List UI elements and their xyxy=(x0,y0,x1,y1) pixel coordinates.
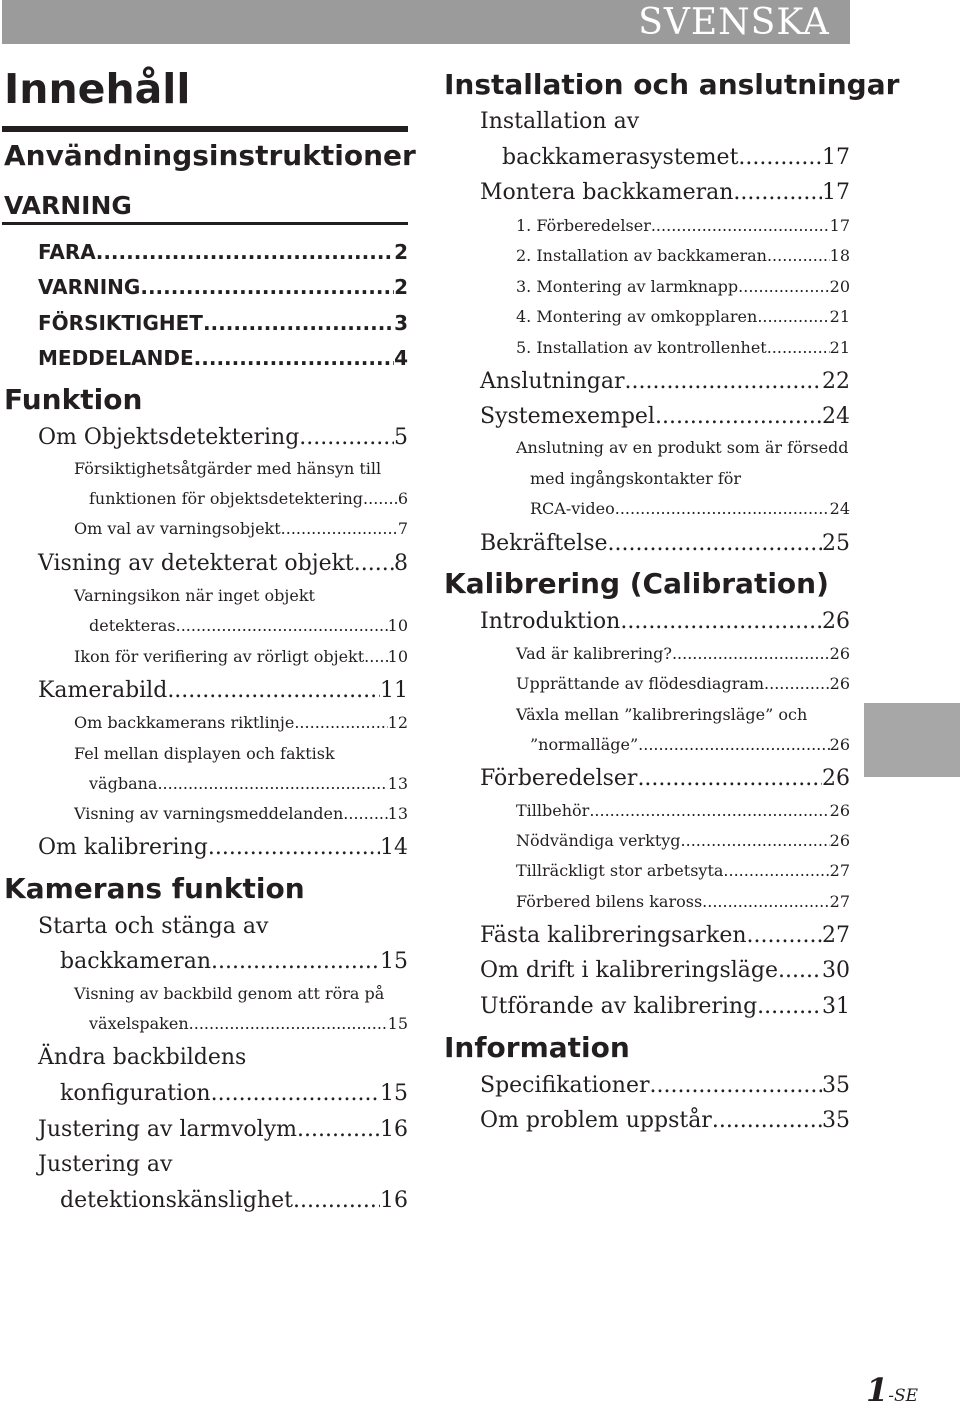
toc-page: 15 xyxy=(387,1014,408,1033)
toc-text: detekteras xyxy=(89,616,176,635)
toc-page: 30 xyxy=(822,958,850,983)
toc-text: växelspaken xyxy=(89,1014,189,1033)
leader-dots xyxy=(176,615,388,637)
leader-dots xyxy=(363,488,398,510)
language-label: SVENSKA xyxy=(638,2,830,43)
toc-text: Om backkamerans riktlinje xyxy=(74,713,295,732)
leader-dots xyxy=(297,1116,380,1144)
toc-entry[interactable] xyxy=(480,922,850,950)
toc-page: 4 xyxy=(394,346,408,370)
leader-dots xyxy=(638,734,830,756)
toc-text: Anslutning av en produkt som är försedd xyxy=(516,438,849,457)
toc-page: 20 xyxy=(829,277,850,296)
toc-entry[interactable] xyxy=(516,860,850,882)
toc-text: Växla mellan ”kalibreringsläge” och xyxy=(516,705,808,724)
leader-dots xyxy=(649,1072,822,1100)
toc-page: 17 xyxy=(829,216,850,235)
leader-dots xyxy=(767,245,830,267)
leader-dots xyxy=(764,673,830,695)
toc-page: 26 xyxy=(829,674,850,693)
toc-text: 3. Montering av larmknapp xyxy=(516,277,739,296)
toc-text: detektionskänslighet xyxy=(60,1188,293,1213)
toc-entry[interactable] xyxy=(530,498,850,520)
leader-dots xyxy=(738,276,830,298)
toc-entry[interactable] xyxy=(516,215,850,237)
toc-entry[interactable] xyxy=(38,677,408,705)
page-number-value: 1 xyxy=(866,1371,889,1409)
toc-entry[interactable] xyxy=(74,712,408,734)
toc-page: 35 xyxy=(822,1108,850,1133)
toc-entry[interactable] xyxy=(516,245,850,267)
toc-entry[interactable] xyxy=(516,276,850,298)
toc-entry[interactable] xyxy=(516,800,850,822)
leader-dots xyxy=(767,337,830,359)
toc-page: 26 xyxy=(822,766,850,791)
title-rule xyxy=(2,126,408,132)
page-number xyxy=(866,1370,918,1416)
toc-text: Varningsikon när inget objekt xyxy=(74,586,315,605)
page-number-suffix: -SE xyxy=(888,1386,919,1406)
toc-entry[interactable] xyxy=(38,1116,408,1144)
toc-entry[interactable] xyxy=(38,309,408,337)
leader-dots xyxy=(608,530,823,558)
section-heading: Funktion xyxy=(4,383,143,416)
toc-entry[interactable] xyxy=(60,948,408,976)
toc-entry[interactable] xyxy=(480,368,850,396)
page-title: Innehåll xyxy=(4,65,191,113)
leader-dots xyxy=(723,860,829,882)
leader-dots xyxy=(167,677,380,705)
leader-dots xyxy=(294,712,387,734)
toc-text: Ändra backbildens xyxy=(38,1045,247,1070)
toc-page: 10 xyxy=(387,616,408,635)
toc-entry[interactable] xyxy=(38,424,408,452)
toc-page: 26 xyxy=(829,801,850,820)
toc-page: 35 xyxy=(822,1073,850,1098)
leader-dots xyxy=(589,800,829,822)
toc-text: FARA xyxy=(38,240,96,264)
toc-entry[interactable] xyxy=(502,144,850,172)
toc-text: VARNING xyxy=(38,275,141,299)
toc-text: Montera backkameran xyxy=(480,180,734,205)
toc-entry[interactable] xyxy=(38,273,408,301)
toc-text: Förberedelser xyxy=(480,766,638,791)
toc-text: 5. Installation av kontrollenhet xyxy=(516,338,767,357)
toc-entry[interactable] xyxy=(74,646,408,668)
toc-entry[interactable] xyxy=(60,1187,408,1215)
toc-entry[interactable] xyxy=(38,344,408,372)
toc-text: med ingångskontakter för xyxy=(530,469,742,488)
leader-dots xyxy=(615,498,830,520)
subsection-heading: VARNING xyxy=(4,191,132,220)
toc-text: 4. Montering av omkopplaren xyxy=(516,307,758,326)
toc-text: backkamerasystemet xyxy=(502,145,739,170)
leader-dots xyxy=(189,1013,388,1035)
toc-page: 3 xyxy=(394,311,408,335)
toc-page: 24 xyxy=(822,404,850,429)
toc-page: 27 xyxy=(829,861,850,880)
toc-page: 14 xyxy=(380,835,408,860)
leader-dots xyxy=(194,344,394,372)
leader-dots xyxy=(637,765,822,793)
toc-page: 24 xyxy=(829,499,850,518)
toc-entry[interactable] xyxy=(480,1072,850,1100)
toc-text: Visning av varningsmeddelanden xyxy=(74,804,344,823)
toc-page: 31 xyxy=(822,994,850,1019)
toc-entry[interactable] xyxy=(38,834,408,862)
leader-dots xyxy=(757,306,829,328)
toc-text: Systemexempel xyxy=(480,404,655,429)
toc-page: 16 xyxy=(380,1188,408,1213)
toc-text: Om drift i kalibreringsläge xyxy=(480,958,779,983)
toc-text: 1. Förberedelser xyxy=(516,216,651,235)
toc-text: MEDDELANDE xyxy=(38,346,194,370)
toc-page: 18 xyxy=(829,246,850,265)
toc-page: 5 xyxy=(394,425,408,450)
leader-dots xyxy=(681,830,830,852)
leader-dots xyxy=(354,550,394,578)
toc-entry[interactable] xyxy=(89,773,408,795)
toc-page: 26 xyxy=(829,831,850,850)
toc-text: Anslutningar xyxy=(480,369,625,394)
toc-page: 8 xyxy=(394,551,408,576)
toc-entry[interactable] xyxy=(516,337,850,359)
toc-text: Starta och stänga av xyxy=(38,914,269,939)
toc-page: 27 xyxy=(829,892,850,911)
leader-dots xyxy=(96,238,394,266)
toc-text: backkameran xyxy=(60,949,211,974)
toc-text: Fel mellan displayen och faktisk xyxy=(74,744,335,763)
toc-page: 26 xyxy=(829,644,850,663)
leader-dots xyxy=(140,273,394,301)
leader-dots xyxy=(211,1080,380,1108)
section-heading: Information xyxy=(444,1031,630,1064)
toc-text: Om kalibrering xyxy=(38,835,208,860)
toc-text: Tillbehör xyxy=(516,801,590,820)
leader-dots xyxy=(624,368,822,396)
toc-entry[interactable] xyxy=(516,673,850,695)
toc-text: Specifikationer xyxy=(480,1073,650,1098)
leader-dots xyxy=(702,891,829,913)
leader-dots xyxy=(281,518,398,540)
toc-page: 2 xyxy=(394,275,408,299)
leader-dots xyxy=(299,424,394,452)
toc-entry[interactable] xyxy=(74,803,408,825)
leader-dots xyxy=(203,309,394,337)
leader-dots xyxy=(747,922,822,950)
toc-page: 25 xyxy=(822,531,850,556)
toc-text: Om val av varningsobjekt xyxy=(74,519,281,538)
leader-dots xyxy=(712,1107,822,1135)
toc-entry[interactable] xyxy=(480,957,850,985)
toc-page: 13 xyxy=(387,804,408,823)
toc-page: 10 xyxy=(387,647,408,666)
leader-dots xyxy=(343,803,387,825)
toc-text: konfiguration xyxy=(60,1081,211,1106)
toc-text: funktionen för objektsdetektering xyxy=(89,489,364,508)
toc-page: 17 xyxy=(822,180,850,205)
leader-dots xyxy=(778,957,822,985)
toc-entry[interactable] xyxy=(516,830,850,852)
toc-text: Vad är kalibrering? xyxy=(516,644,672,663)
toc-entry[interactable] xyxy=(480,1107,850,1135)
toc-page: 2 xyxy=(394,240,408,264)
toc-entry[interactable] xyxy=(89,488,408,510)
toc-entry[interactable] xyxy=(89,1013,408,1035)
section-heading: Användningsinstruktioner xyxy=(4,139,416,172)
toc-entry[interactable] xyxy=(480,765,850,793)
toc-page: 17 xyxy=(822,145,850,170)
toc-text: Tillräckligt stor arbetsyta xyxy=(516,861,724,880)
toc-text: Visning av backbild genom att röra på xyxy=(74,984,385,1003)
toc-text: Upprättande av flödesdiagram xyxy=(516,674,765,693)
toc-entry[interactable] xyxy=(89,615,408,637)
toc-page: 7 xyxy=(397,519,408,538)
toc-text: Kamerabild xyxy=(38,678,168,703)
section-heading: Kamerans funktion xyxy=(4,872,305,905)
toc-entry[interactable] xyxy=(516,643,850,665)
toc-text: Bekräftelse xyxy=(480,531,608,556)
side-thumb-tab xyxy=(864,703,960,777)
toc-entry[interactable] xyxy=(38,238,408,266)
toc-page: 6 xyxy=(397,489,408,508)
toc-text: Justering av xyxy=(38,1152,173,1177)
toc-text: Visning av detekterat objekt xyxy=(38,551,354,576)
toc-text: FÖRSIKTIGHET xyxy=(38,311,203,335)
leader-dots xyxy=(293,1187,380,1215)
toc-text: Förbered bilens kaross xyxy=(516,892,703,911)
toc-entry[interactable] xyxy=(480,608,850,636)
toc-entry[interactable] xyxy=(516,306,850,328)
toc-text: Utförande av kalibrering xyxy=(480,994,758,1019)
leader-dots xyxy=(651,215,830,237)
leader-dots xyxy=(733,179,822,207)
toc-page: 26 xyxy=(829,735,850,754)
toc-page: 16 xyxy=(380,1117,408,1142)
toc-page: 13 xyxy=(387,774,408,793)
leader-dots xyxy=(157,773,387,795)
toc-entry[interactable] xyxy=(480,403,850,431)
toc-text: Installation av xyxy=(480,109,640,134)
toc-text: Justering av larmvolym xyxy=(38,1117,298,1142)
toc-text: vägbana xyxy=(89,774,158,793)
section-heading: Installation och anslutningar xyxy=(444,68,900,101)
leader-dots xyxy=(655,403,822,431)
toc-entry[interactable] xyxy=(480,179,850,207)
section-heading: Kalibrering (Calibration) xyxy=(444,567,829,600)
toc-entry[interactable] xyxy=(38,550,408,578)
toc-page: 27 xyxy=(822,923,850,948)
subsection-rule xyxy=(2,222,408,225)
toc-page: 26 xyxy=(822,609,850,634)
leader-dots xyxy=(738,144,822,172)
toc-entry[interactable] xyxy=(60,1080,408,1108)
toc-text: 2. Installation av backkameran xyxy=(516,246,767,265)
toc-page: 12 xyxy=(387,713,408,732)
toc-entry[interactable] xyxy=(516,891,850,913)
leader-dots xyxy=(364,646,387,668)
toc-page: 15 xyxy=(380,1081,408,1106)
toc-text: Introduktion xyxy=(480,609,621,634)
toc-text: RCA-video xyxy=(530,499,615,518)
leader-dots xyxy=(672,643,830,665)
toc-text: Nödvändiga verktyg xyxy=(516,831,681,850)
toc-entry[interactable] xyxy=(74,518,408,540)
toc-page: 21 xyxy=(829,338,850,357)
toc-entry[interactable] xyxy=(480,530,850,558)
toc-text: Försiktighetsåtgärder med hänsyn till xyxy=(74,459,382,478)
toc-text: Om Objektsdetektering xyxy=(38,425,300,450)
leader-dots xyxy=(208,834,380,862)
toc-text: Fästa kalibreringsarken xyxy=(480,923,747,948)
leader-dots xyxy=(211,948,380,976)
toc-page: 21 xyxy=(829,307,850,326)
toc-text: Ikon för verifiering av rörligt objekt xyxy=(74,647,365,666)
toc-text: ”normalläge” xyxy=(530,735,639,754)
leader-dots xyxy=(757,993,822,1021)
toc-page: 11 xyxy=(380,678,408,703)
toc-page: 15 xyxy=(380,949,408,974)
toc-page: 22 xyxy=(822,369,850,394)
toc-entry[interactable] xyxy=(480,993,850,1021)
leader-dots xyxy=(620,608,822,636)
toc-text: Om problem uppstår xyxy=(480,1108,712,1133)
toc-entry[interactable] xyxy=(530,734,850,756)
